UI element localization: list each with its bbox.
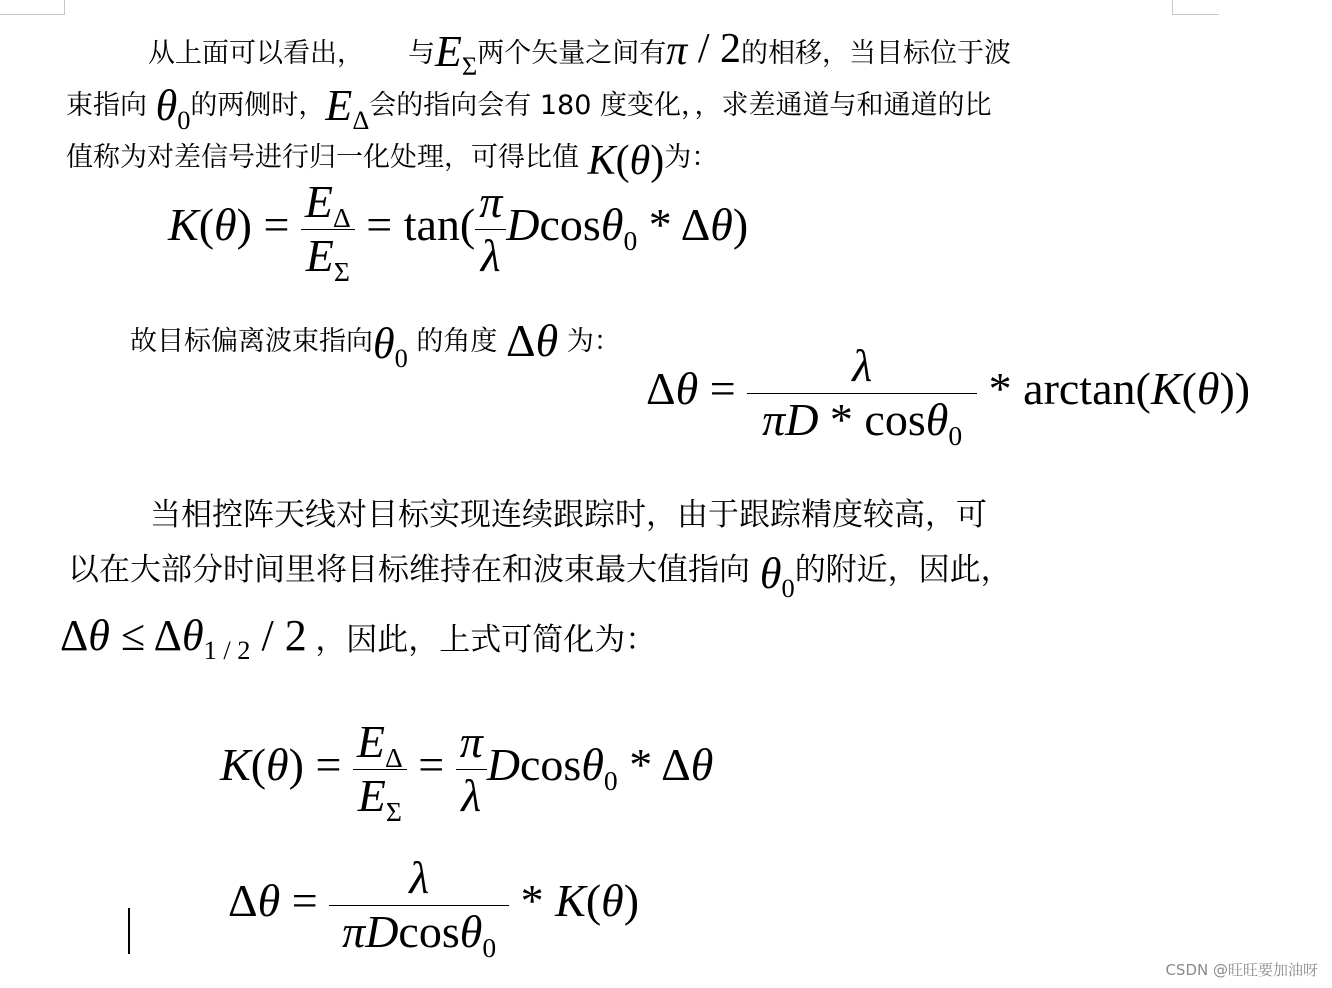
equation-delta-theta-arctan: Δθ = $\frac{\lambda}{\pi D * \cos\theta_0}$ * arctan(K(θ)) <box>646 340 1251 451</box>
equation-k-theta-full: K(θ) = $\frac{E_\Delta}{E_\Sigma}$ = tan( $\frac{\pi}{\lambda}$ Dcosθ$_0$ * Δθ) <box>168 176 749 287</box>
equation-delta-theta-simplified: Δθ = $\frac{\lambda}{\pi Dcos\theta_0}$ * K(θ) <box>228 852 640 963</box>
watermark: CSDN @旺旺要加油呀 <box>1165 961 1318 979</box>
paragraph-3-line-3: $\Delta\theta \le \Delta\theta_{1 / 2} / 2$ ，因此，上式可简化为： <box>60 611 657 666</box>
paragraph-2: 故目标偏离波束指向$\theta_0$ 的角度 Δθ 为： <box>130 315 621 374</box>
paragraph-3-line-2: 以在大部分时间里将目标维持在和波束最大值指向 $\theta_0$的附近，因此， <box>68 549 1012 604</box>
paragraph-1-line-1: 从上面可以看出， 与$E_\Sigma$两个矢量之间有π / 2的相移，当目标位于波 <box>148 26 1011 82</box>
equation-k-theta-simplified: K(θ) = $\frac{E_\Delta}{E_\Sigma}$ = $\frac{\pi}{\lambda}$ Dcosθ$_0$ * Δθ <box>220 716 714 827</box>
paragraph-1-line-3: 值称为对差信号进行归一化处理，可得比值 K(θ)为： <box>66 138 719 184</box>
text-cursor <box>128 908 130 954</box>
page-corner-mark-left <box>0 0 65 15</box>
paragraph-3-line-1: 当相控阵天线对目标实现连续跟踪时，由于跟踪精度较高，可 <box>150 497 987 533</box>
paragraph-1-line-2: 束指向 $\theta_0$的两侧时，$E_\Delta$会的指向会有 180 度变化，，求差通道与和通道的比 <box>66 81 992 136</box>
page-corner-mark-right <box>1172 0 1219 15</box>
